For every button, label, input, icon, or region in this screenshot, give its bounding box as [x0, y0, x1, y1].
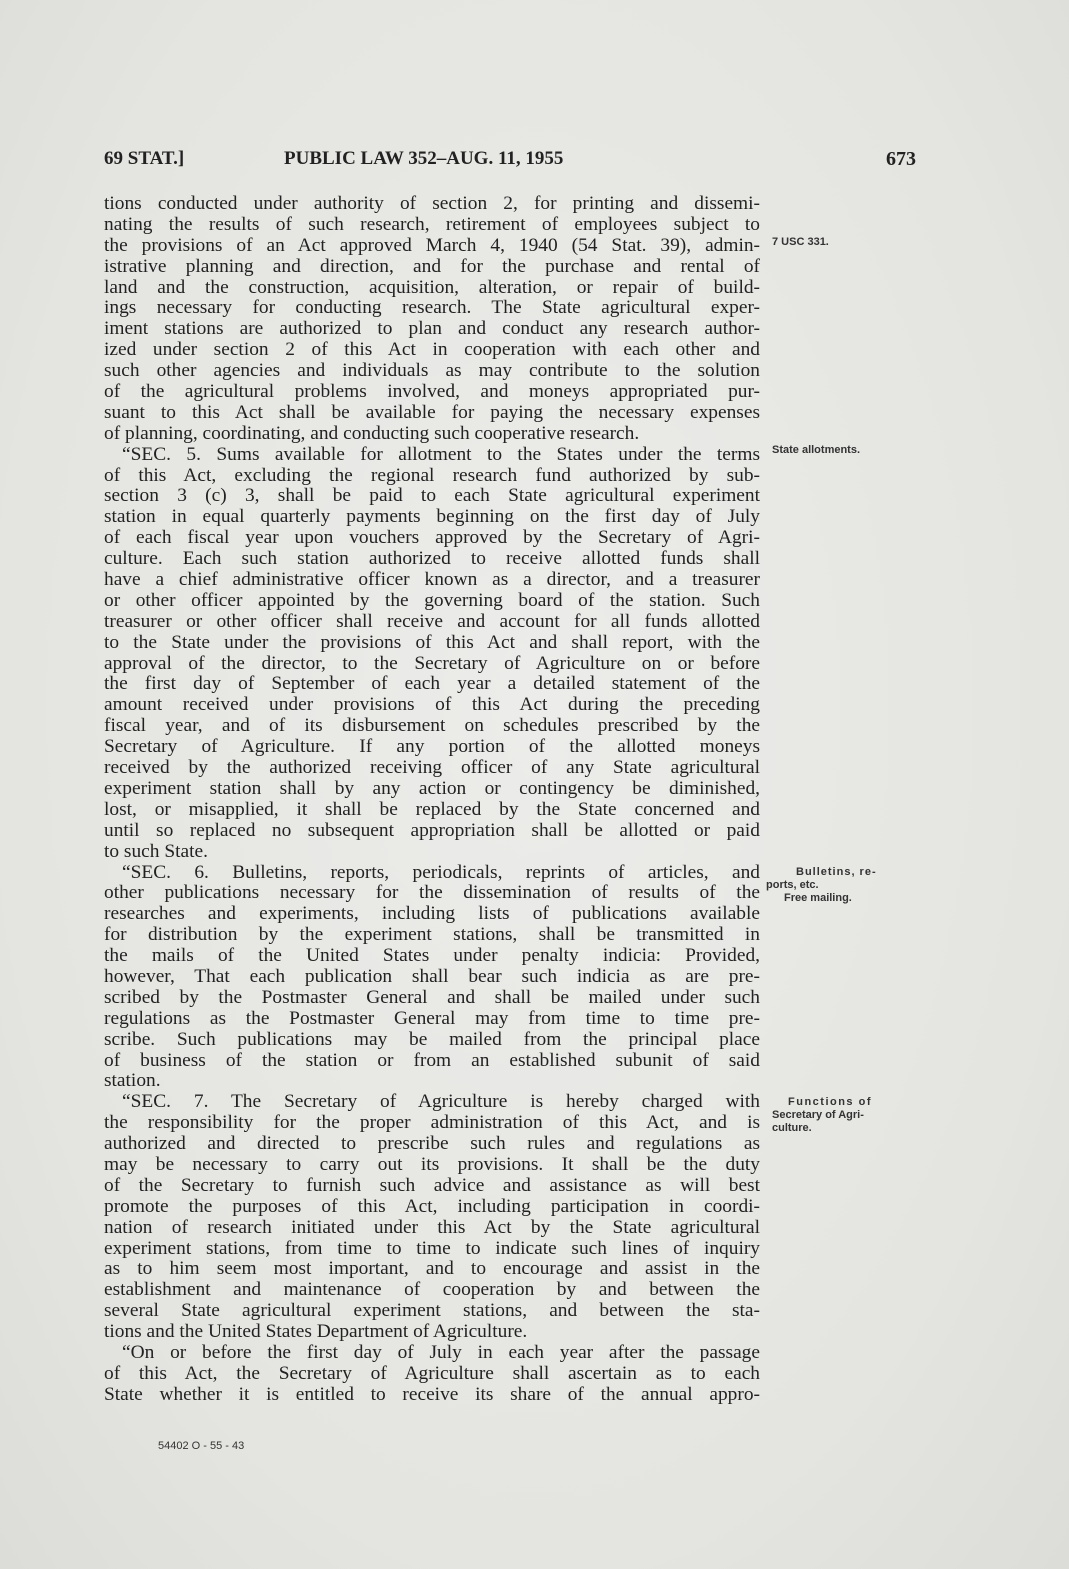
text-line: establishment and maintenance of cooperation by and between the — [104, 1279, 760, 1301]
margin-note-line: Functions of — [788, 1096, 872, 1108]
text-line: land and the construction, acquisition, alteration, or repair of build- — [104, 276, 760, 298]
page-number: 673 — [886, 148, 916, 170]
margin-note-usc — [772, 236, 912, 249]
text-line: however, That each publication shall bear such indicia as are pre- — [104, 965, 760, 987]
text-line: promote the purposes of this Act, including participation in coordi- — [104, 1195, 760, 1217]
text-line: station. — [104, 1070, 161, 1092]
text-line: istrative planning and direction, and for the purchase and rental of — [104, 255, 760, 277]
text-line: for distribution by the experiment stations, shall be transmitted in — [104, 924, 760, 946]
text-line: “SEC. 6. Bulletins, reports, periodicals, reprints of articles, and — [122, 861, 760, 883]
text-line: experiment station shall by any action or contingency be diminished, — [104, 777, 760, 799]
text-line: amount received under provisions of this Act during the preceding — [104, 694, 760, 716]
section-7 — [104, 1092, 760, 1343]
text-line: researches and experiments, including lists of publications available — [104, 903, 760, 925]
text-line: of business of the station or from an established subunit of said — [104, 1049, 760, 1071]
text-line: experiment stations, from time to time to indicate such lines of inquiry — [104, 1237, 760, 1259]
statute-text — [104, 194, 760, 1406]
text-line: approval of the director, to the Secretary of Agriculture on or before — [104, 652, 760, 674]
paragraph-continuation — [104, 194, 760, 445]
print-code: 54402 O - 55 - 43 — [158, 1440, 245, 1452]
text-line: ized under section 2 of this Act in cooperation with each other and — [104, 339, 760, 361]
text-line: tions conducted under authority of section 2, for printing and dissemi- — [104, 193, 760, 214]
statute-volume: 69 STAT.] — [104, 148, 185, 169]
margin-note-line: Secretary of Agri- — [772, 1109, 864, 1121]
margin-note-bulletins — [766, 866, 912, 905]
text-line: of planning, coordinating, and conducting such cooperative research. — [104, 422, 640, 444]
text-line: scribed by the Postmaster General and shall be mailed under such — [104, 986, 760, 1008]
text-line: Secretary of Agriculture. If any portion of the allotted moneys — [104, 736, 760, 758]
text-line: of this Act, excluding the regional research fund authorized by sub- — [104, 464, 760, 486]
running-title: PUBLIC LAW 352–AUG. 11, 1955 — [284, 148, 564, 169]
text-line: or other officer appointed by the governing board of the station. Such — [104, 589, 760, 611]
text-line: treasurer or other officer shall receive and account for all funds allotted — [104, 610, 760, 632]
margin-note-line: State allotments. — [772, 444, 861, 456]
text-line: ings necessary for conducting research. The State agricultural exper- — [104, 297, 760, 319]
margin-note-line: 7 USC 331. — [772, 236, 829, 248]
text-line: authorized and directed to prescribe such rules and regulations as — [104, 1133, 760, 1155]
text-line: suant to this Act shall be available for paying the necessary expenses — [104, 401, 760, 423]
text-line: the provisions of an Act approved March 4, 1940 (54 Stat. 39), admin- — [104, 234, 760, 256]
text-line: “On or before the first day of July in each year after the passage — [122, 1341, 760, 1363]
text-line: have a chief administrative officer known as a director, and a treasurer — [104, 569, 760, 591]
margin-note-line: Bulletins, re- — [796, 866, 877, 878]
text-line: such other agencies and individuals as may contribute to the solution — [104, 360, 760, 382]
text-line: fiscal year, and of its disbursement on schedules prescribed by the — [104, 715, 760, 737]
text-line: “SEC. 5. Sums available for allotment to the States under the terms — [122, 443, 760, 465]
text-line: the responsibility for the proper administration of this Act, and is — [104, 1112, 760, 1134]
text-line: scribe. Such publications may be mailed from the principal place — [104, 1028, 760, 1050]
text-line: State whether it is entitled to receive its share of the annual appro- — [104, 1383, 760, 1405]
text-line: culture. Each such station authorized to receive allotted funds shall — [104, 548, 760, 570]
text-line: of the Secretary to furnish such advice and assistance as will best — [104, 1174, 760, 1196]
text-line: tions and the United States Department of Agriculture. — [104, 1321, 528, 1343]
text-line: to the State under the provisions of this Act and shall report, with the — [104, 631, 760, 653]
text-line: nation of research initiated under this Act by the State agricultural — [104, 1216, 760, 1238]
margin-note-line: culture. — [772, 1122, 812, 1134]
text-line: lost, or misapplied, it shall be replaced by the State concerned and — [104, 798, 760, 820]
text-line: the mails of the United States under penalty indicia: Provided, — [104, 945, 760, 967]
text-line: iment stations are authorized to plan and conduct any research author- — [104, 318, 760, 340]
margin-note-functions — [772, 1096, 912, 1135]
text-line: regulations as the Postmaster General may from time to time pre- — [104, 1007, 760, 1029]
text-line: received by the authorized receiving officer of any State agricultural — [104, 757, 760, 779]
text-line: of the agricultural problems involved, and moneys appropriated pur- — [104, 381, 760, 403]
text-line: the first day of September of each year a detailed statement of the — [104, 673, 760, 695]
text-line: “SEC. 7. The Secretary of Agriculture is hereby charged with — [122, 1091, 760, 1113]
text-line: nating the results of such research, retirement of employees subject to — [104, 213, 760, 235]
text-line: section 3 (c) 3, shall be paid to each State agricultural experiment — [104, 485, 760, 507]
section-5 — [104, 445, 760, 863]
margin-note-line: ports, etc. — [766, 879, 819, 891]
text-line: until so replaced no subsequent appropriation shall be allotted or paid — [104, 819, 760, 841]
text-line: may be necessary to carry out its provisions. It shall be the duty — [104, 1153, 760, 1175]
annual-determination-paragraph — [104, 1343, 760, 1406]
margin-note-state-allotments — [772, 444, 912, 457]
text-line: several State agricultural experiment stations, and between the sta- — [104, 1300, 760, 1322]
section-6 — [104, 863, 760, 1093]
text-line: other publications necessary for the dissemination of results of the — [104, 882, 760, 904]
text-line: of each fiscal year upon vouchers approved by the Secretary of Agri- — [104, 527, 760, 549]
page-header — [104, 148, 916, 176]
text-line: as to him seem most important, and to encourage and assist in the — [104, 1258, 760, 1280]
text-line: of this Act, the Secretary of Agriculture shall ascertain as to each — [104, 1362, 760, 1384]
text-line: station in equal quarterly payments beginning on the first day of July — [104, 506, 760, 528]
text-line: to such State. — [104, 840, 208, 862]
margin-note-line: Free mailing. — [784, 892, 852, 904]
